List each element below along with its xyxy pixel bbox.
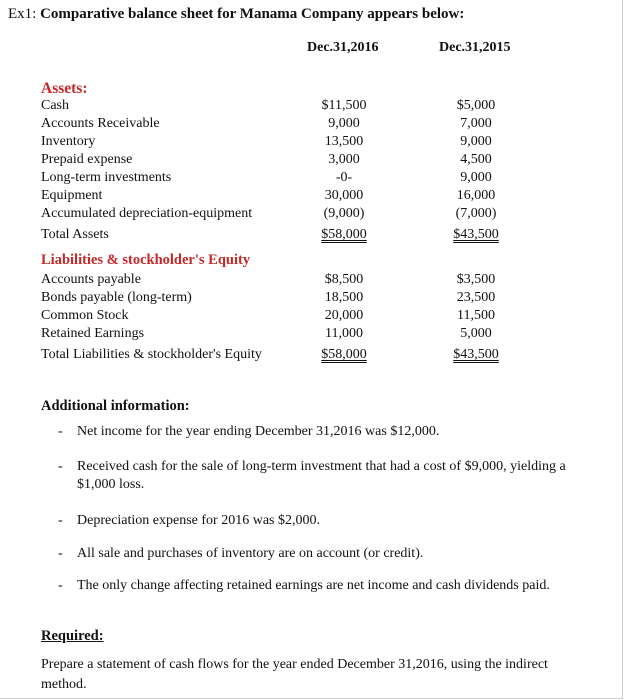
total-value-2016: $58,000 [321,347,367,362]
value-2015: $5,000 [456,98,496,113]
table-row [41,206,531,224]
assets-heading: Assets: [41,80,88,97]
row-label: Cash [41,98,69,113]
value-2016: 18,500 [324,290,364,305]
row-label: Accumulated depreciation-equipment [41,206,253,221]
table-row [41,170,531,188]
table-row [41,290,531,308]
list-item-text: The only change affecting retained earnings are net income and cash dividends paid. [77,578,550,593]
value-2016: -0- [335,170,353,185]
title-text: Comparative balance sheet for Manama Company appears below: [40,6,465,22]
row-label: Retained Earnings [41,326,145,341]
table-row [41,116,531,134]
column-header-2015: Dec.31,2015 [439,40,511,55]
value-2016: 13,500 [324,134,364,149]
table-row [41,272,531,290]
table-row [41,188,531,206]
total-value-2015: $43,500 [453,347,499,362]
value-2015: 11,500 [457,308,495,323]
table-row [41,98,531,116]
list-item-text: Depreciation expense for 2016 was $2,000. [77,513,320,528]
row-label: Inventory [41,134,96,149]
value-2015: 5,000 [460,326,492,341]
required-text: Prepare a statement of cash flows for the year ended December 31,2016, using the indirect method. [41,657,548,692]
value-2015: 16,000 [456,188,496,203]
table-row [41,308,531,326]
title-prefix: Ex1: [8,6,41,22]
value-2016: $8,500 [324,272,364,287]
row-label: Long-term investments [41,170,172,185]
list-item-text: Received cash for the sale of long-term investment that had a cost of $9,000, yielding a $1,000 loss. [77,459,566,492]
bullet-dash: - [58,424,63,439]
value-2015: 9,000 [460,170,492,185]
total-value-2016: $58,000 [321,227,367,242]
liabilities-heading: Liabilities & stockholder's Equity [41,252,251,268]
value-2016: 9,000 [328,116,360,131]
row-label: Accounts payable [41,272,141,287]
value-2015: 4,500 [460,152,492,167]
column-header-2016: Dec.31,2016 [307,40,379,55]
row-label: Total Assets [41,227,109,242]
value-2015: 9,000 [460,134,492,149]
additional-info-heading: Additional information: [41,398,190,414]
row-label: Total Liabilities & stockholder's Equity [41,347,262,362]
value-2016: 20,000 [324,308,364,323]
bullet-dash: - [58,546,63,561]
value-2016: 11,000 [325,326,363,341]
row-label: Equipment [41,188,103,203]
bullet-dash: - [58,459,63,474]
value-2015: 7,000 [460,116,492,131]
exercise-title [8,6,464,23]
value-2016: 3,000 [328,152,360,167]
bullet-dash: - [58,513,63,528]
value-2015: 23,500 [456,290,496,305]
value-2015: (7,000) [455,206,497,221]
value-2016: 30,000 [324,188,364,203]
value-2016: (9,000) [323,206,365,221]
row-label: Accounts Receivable [41,116,160,131]
row-label: Prepaid expense [41,152,133,167]
total-liabilities-row [41,347,531,365]
table-row [41,134,531,152]
value-2016: $11,500 [321,98,367,113]
value-2015: $3,500 [456,272,496,287]
list-item-text: Net income for the year ending December 31,2016 was $12,000. [77,424,440,439]
bullet-dash: - [58,578,63,593]
table-row [41,152,531,170]
required-heading: Required: [41,628,104,644]
total-assets-row [41,227,531,245]
row-label: Bonds payable (long-term) [41,290,192,305]
total-value-2015: $43,500 [453,227,499,242]
row-label: Common Stock [41,308,129,323]
list-item-text: All sale and purchases of inventory are on account (or credit). [77,546,424,561]
table-row [41,326,531,344]
